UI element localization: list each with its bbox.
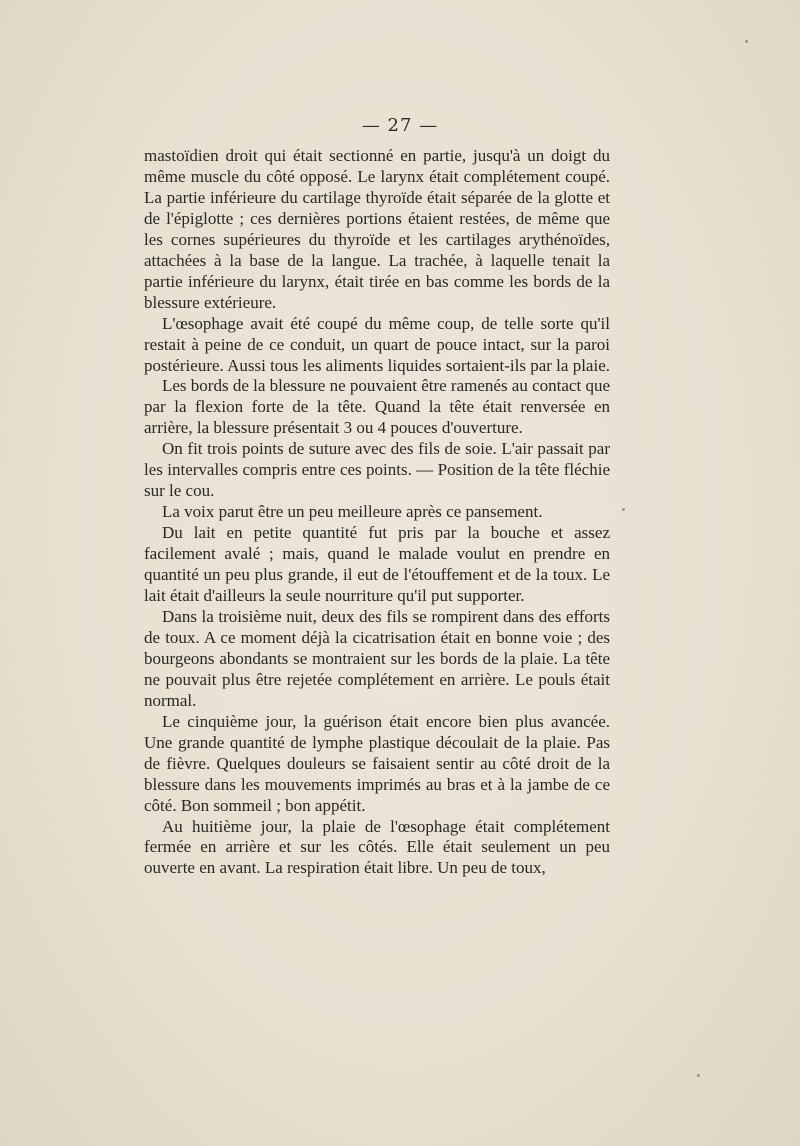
paper-speck: [622, 508, 625, 511]
paragraph-7: Dans la troisième nuit, deux des fils se rompirent dans des efforts de toux. A ce moment déjà la cicatrisation était en bonne voie ; des bourgeons abondants se montraient sur les bords de la plaie. La tête ne pouvait plus être rejetée complétement en arrière. Le pouls était normal.: [144, 606, 610, 710]
paragraph-8: Le cinquième jour, la guérison était encore bien plus avancée. Une grande quantité de lymphe plastique découlait de la plaie. Pas de fièvre. Quelques douleurs se faisaient sentir au côté droit de la blessure dans les mouvements imprimés au bras et à la jambe de ce côté. Bon sommeil ; bon appétit.: [144, 711, 610, 815]
paragraph-9: Au huitième jour, la plaie de l'œsophage était complétement fermée en arrière et sur les côtés. Elle était seulement un peu ouverte en avant. La respiration était libre. Un peu de toux,: [144, 816, 610, 878]
paragraph-4: On fit trois points de suture avec des fils de soie. L'air passait par les intervalles compris entre ces points. — Position de la tête fléchie sur le cou.: [144, 439, 610, 501]
paragraph-1: mastoïdien droit qui était sectionné en partie, jusqu'à un doigt du même muscle du côté opposé. Le larynx était complétement coupé. La partie inférieure du cartilage thyroïde était séparée de la glotte et de l'épiglotte ; ces dernières portions étaient restées, de même que les cornes supérieures du thyroïde et les cartilages arythénoïdes, attachées à la base de la langue. La trachée, à laquelle tenait la partie inférieure du larynx, était tirée en bas comme les bords de la blessure extérieure.: [144, 146, 610, 312]
body-text: [144, 146, 610, 879]
paragraph-5: La voix parut être un peu meilleure après ce pansement.: [162, 502, 543, 522]
paragraph-3: Les bords de la blessure ne pouvaient être ramenés au contact que par la flexion forte de la tête. Quand la tête était renversée en arrière, la blessure présentait 3 ou 4 pouces d'ouverture.: [144, 376, 610, 438]
paper-speck: [697, 1074, 700, 1077]
page-number: — 27 —: [361, 115, 439, 136]
paragraph-2: L'œsophage avait été coupé du même coup, de telle sorte qu'il restait à peine de ce conduit, un quart de pouce intact, sur la paroi postérieure. Aussi tous les aliments liquides sortaient-ils par la plaie.: [144, 313, 610, 375]
paper-speck: [745, 40, 748, 43]
paragraph-6: Du lait en petite quantité fut pris par la bouche et assez facilement avalé ; mais, quand le malade voulut en prendre en quantité un peu plus grande, il eut de l'étouffement et de la toux. Le lait était d'ailleurs la seule nourriture qu'il put supporter.: [144, 523, 610, 606]
